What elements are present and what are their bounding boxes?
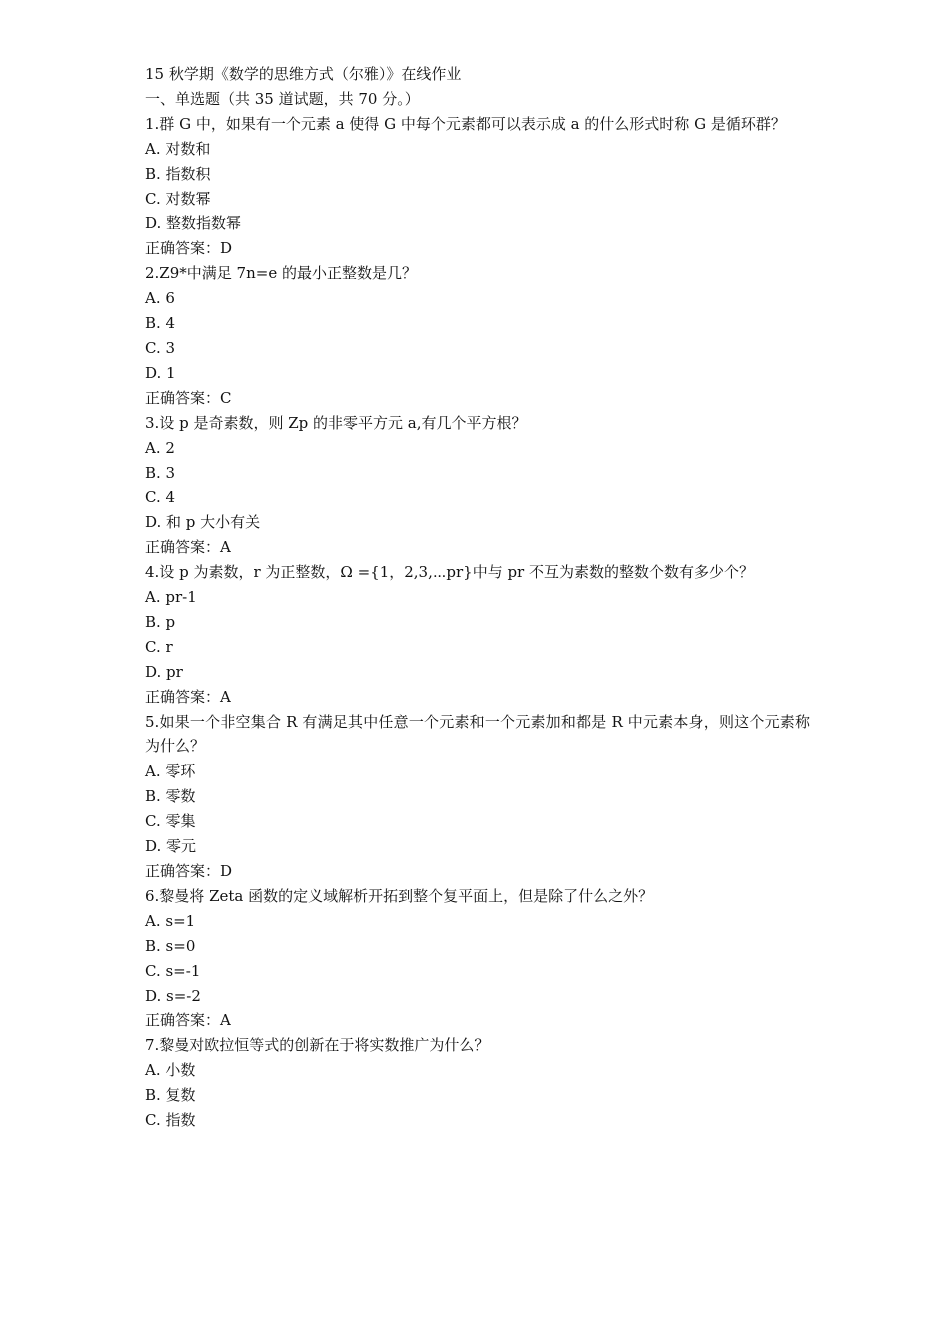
option-a: A. s=1 xyxy=(145,911,196,930)
option-d: D. 和 p 大小有关 xyxy=(145,513,261,532)
correct-answer xyxy=(145,685,810,710)
question-5 xyxy=(145,710,810,884)
question-3 xyxy=(145,411,810,560)
option-a: A. 2 xyxy=(145,438,175,457)
option-c: C. 3 xyxy=(145,338,176,357)
correct-answer xyxy=(145,859,810,884)
option-a: A. 零环 xyxy=(145,762,196,781)
document-page xyxy=(145,62,810,1133)
answer-prefix: 正确答案： xyxy=(145,239,221,258)
option-c: C. 零集 xyxy=(145,812,196,831)
question-stem: 4.设 p 为素数，r 为正整数，Ω ={1，2,3,⋯pr}中与 pr 不互为素数的整数个数有多少个？ xyxy=(145,563,754,582)
question-2 xyxy=(145,261,810,410)
option-b: B. 复数 xyxy=(145,1086,196,1105)
option-c: C. 4 xyxy=(145,488,176,507)
answer-value: A xyxy=(220,1011,231,1030)
answer-value: A xyxy=(220,687,231,706)
option-a: A. 对数和 xyxy=(145,139,211,158)
option-b: B. 零数 xyxy=(145,787,196,806)
answer-value: D xyxy=(220,239,233,258)
option-b: B. 3 xyxy=(145,463,176,482)
answer-value: A xyxy=(220,538,231,557)
option-a: A. 6 xyxy=(145,289,175,308)
question-stem: 7.黎曼对欧拉恒等式的创新在于将实数推广为什么？ xyxy=(145,1036,490,1055)
section-heading: 一、单选题（共 35 道试题，共 70 分。） xyxy=(145,89,420,108)
option-b: B. 4 xyxy=(145,314,176,333)
option-d: D. 零元 xyxy=(145,837,197,856)
question-6 xyxy=(145,884,810,1033)
correct-answer xyxy=(145,236,810,261)
option-b: B. s=0 xyxy=(145,936,196,955)
question-4 xyxy=(145,560,810,709)
option-b: B. 指数积 xyxy=(145,164,211,183)
option-d: D. pr xyxy=(145,662,183,681)
option-c: C. s=-1 xyxy=(145,961,201,980)
correct-answer xyxy=(145,1008,810,1033)
answer-prefix: 正确答案： xyxy=(145,538,221,557)
option-a: A. pr-1 xyxy=(145,588,197,607)
answer-prefix: 正确答案： xyxy=(145,1011,221,1030)
question-7 xyxy=(145,1033,810,1133)
question-stem: 6.黎曼将 Zeta 函数的定义域解析开拓到整个复平面上，但是除了什么之外？ xyxy=(145,886,654,905)
document-title: 15 秋学期《数学的思维方式（尔雅）》在线作业 xyxy=(145,65,462,83)
answer-prefix: 正确答案： xyxy=(145,388,221,407)
answer-value: D xyxy=(220,862,233,880)
correct-answer xyxy=(145,386,810,411)
answer-value: C xyxy=(220,388,232,407)
question-stem: 5.如果一个非空集合 R 有满足其中任意一个元素和一个元素加和都是 R 中元素本身，则这个元素称为什么？ xyxy=(145,712,810,756)
option-c: C. r xyxy=(145,637,173,656)
correct-answer xyxy=(145,535,810,560)
question-stem: 1.群 G 中，如果有一个元素 a 使得 G 中每个元素都可以表示成 a 的什么形式时称 G 是循环群？ xyxy=(145,114,786,133)
option-c: C. 指数 xyxy=(145,1111,196,1130)
answer-prefix: 正确答案： xyxy=(145,862,221,880)
question-stem: 3.设 p 是奇素数，则 Zp 的非零平方元 a,有几个平方根？ xyxy=(145,413,527,432)
option-a: A. 小数 xyxy=(145,1061,196,1080)
question-1 xyxy=(145,112,810,261)
answer-prefix: 正确答案： xyxy=(145,687,221,706)
option-d: D. 整数指数幂 xyxy=(145,214,242,233)
option-c: C. 对数幂 xyxy=(145,189,211,208)
question-stem: 2.Z9*中满足 7n=e 的最小正整数是几？ xyxy=(145,264,417,283)
option-d: D. 1 xyxy=(145,363,176,382)
option-d: D. s=-2 xyxy=(145,986,201,1005)
option-b: B. p xyxy=(145,612,176,631)
